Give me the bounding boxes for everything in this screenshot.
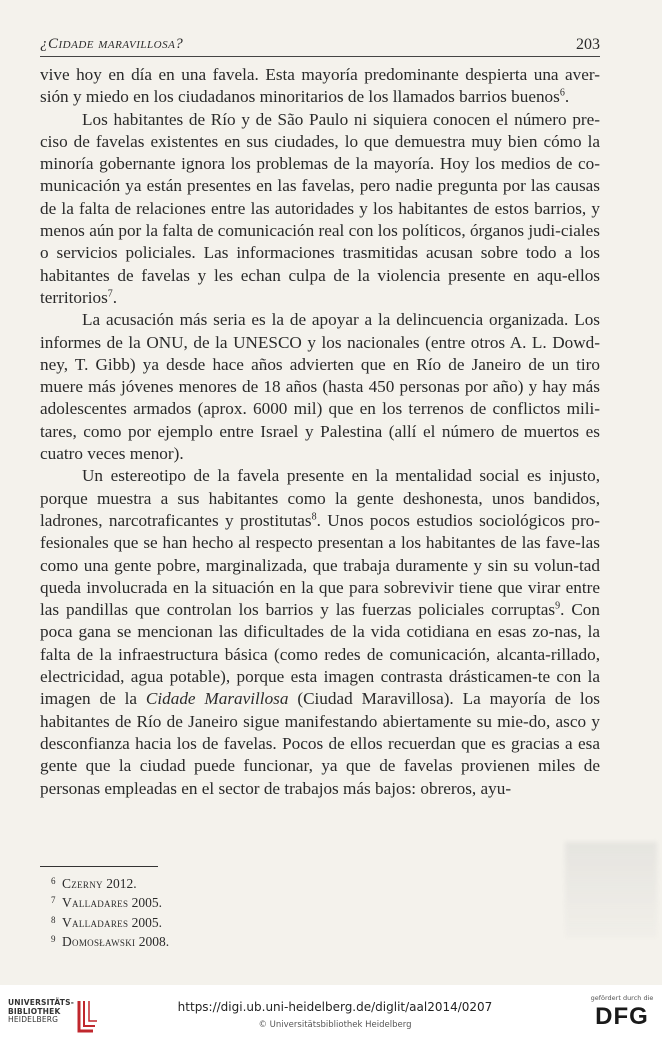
footnote-number: 9 xyxy=(51,933,56,944)
dfg-caption: gefördert durch die xyxy=(590,994,654,1002)
footnote xyxy=(51,874,462,893)
dfg-wordmark: DFG xyxy=(595,1003,649,1030)
text-run: . xyxy=(564,87,570,107)
running-title: ¿Cidade maravillosa? xyxy=(40,36,184,52)
footnote-reference[interactable]: 7 xyxy=(107,288,113,300)
footnote-author: Czerny xyxy=(62,876,103,891)
text-run: . Unos pocos estudios sociológicos pro-fesionales que se han hecho al respecto presentan a los habitantes de las fave-las como una gente pobre, marginalizada, que trabaja duramente y sin su volun-tad queda involucrada en la situación en la que para sobrevivir tiene que virar entre las pandillas que controlan los barrios y las fuerzas policiales corruptas xyxy=(40,510,600,620)
text-run: La acusación más seria es la de apoyar a la delincuencia organizada. Los informes de la ONU, de la UNESCO y los nacionales (entre otros A. L. Dowd-ney, T. Gibb) ya desde hace años advierten que en Río de Janeiro de un tiro muere más jóvenes menores de 18 años (hasta 450 personas por año) y hay más adolescentes armados (aprox. 6000 mil) que en los terrenos de conflictos mili-tares, como por ejemplo entre Israel y Palestina (allí el número de muertos es cuatro veces menor). xyxy=(40,310,600,464)
footnote-number: 7 xyxy=(51,895,56,906)
footnote xyxy=(51,932,462,951)
permalink-url[interactable]: https://digi.ub.uni-heidelberg.de/diglit/aal2014/0207 xyxy=(177,1000,493,1014)
footnote xyxy=(51,893,462,912)
footnote-year: 2005. xyxy=(131,895,162,911)
paragraph xyxy=(40,64,600,109)
paragraph xyxy=(40,109,600,310)
text-run: (Ciudad Maravillosa). La mayoría de los habitantes de Río de Janeiro sigue manifestando abiertamente su mie-do, asco y desconfianza hacia los de favelas. Pocos de ellos recuerdan que es gracias a esa gente que la ciudad puede funcionar, ya que de favelas provienen miles de personas empleadas en el sector de trabajos más bajos: obreros, ayu- xyxy=(40,689,600,798)
footnote-reference[interactable]: 6 xyxy=(559,87,565,99)
text-run: . Con poca gana se mencionan las dificultades de la vida cotidiana en esas zo-nas, la falta de la infraestructura básica (como redes de comunicación, alcanta-rillado, electricidad, agua potable), porque esta imagen contrasta drásticamen-te con la imagen de la xyxy=(40,600,600,709)
italic-phrase: Cidade Maravillosa xyxy=(145,689,289,709)
text-run: Los habitantes de Río y de São Paulo ni siquiera conocen el número pre-ciso de favelas existentes en sus ciudades, lo que demuestra muy bien cómo la minoría gobernante ignora los problemas de la mayoría. Hoy los medios de co-municación ya están presentes en las favelas, pero nadie pregunta por las causas de la falta de relaciones entre las autoridades y los habitantes de estos barrios, y menos aún por la falta de comunicación real con los políticos, órganos judi-ciales o servicios policiales. Las informaciones trasmitidas acusan sobre todo a los habitantes de favelas y les echan culpa de la violencia presente en aqu-ellos territorios xyxy=(40,109,600,307)
footnote xyxy=(51,913,462,932)
dfg-logo[interactable] xyxy=(588,994,656,1034)
ub-logo-mark-icon xyxy=(75,999,99,1033)
footnotes xyxy=(51,874,462,951)
digitization-footer xyxy=(0,985,662,1037)
paragraph xyxy=(40,465,600,799)
main-text xyxy=(40,64,600,800)
footnote-number: 8 xyxy=(51,914,56,925)
footnote-year: 2008. xyxy=(138,933,170,949)
running-header xyxy=(40,36,600,57)
text-run: vive hoy en día en una favela. Esta mayoría predominante despierta una aver-sión y miedo en los ciudadanos minoritarios de los llamados barrios buenos xyxy=(40,65,600,107)
footnote-number: 6 xyxy=(51,876,56,886)
footnote-reference[interactable]: 9 xyxy=(555,600,561,612)
page-number: 203 xyxy=(576,36,600,53)
ub-logo-text: UNIVERSITÄTS- BIBLIOTHEK HEIDELBERG xyxy=(8,998,75,1024)
text-run: Un estereotipo de la favela presente en la mentalidad social es injusto, porque muestra a sus habitantes como la gente deshonesta, unos bandidos, ladrones, narcotraficantes y prostitutas xyxy=(40,466,600,530)
footnote-author: Valladares xyxy=(62,914,129,930)
footnote-year: 2012. xyxy=(106,876,137,891)
footnote-reference[interactable]: 8 xyxy=(311,511,317,523)
footnote-author: Domosławski xyxy=(62,933,136,949)
paragraph xyxy=(40,309,600,465)
copyright-notice: © Universitätsbibliothek Heidelberg xyxy=(258,1020,412,1030)
ub-heidelberg-logo[interactable] xyxy=(8,999,98,1035)
footnote-rule xyxy=(40,866,158,867)
footnote-author: Valladares xyxy=(62,895,129,911)
footnote-year: 2005. xyxy=(131,914,162,930)
text-run: . xyxy=(112,287,118,307)
show-through-smudge xyxy=(565,842,657,938)
